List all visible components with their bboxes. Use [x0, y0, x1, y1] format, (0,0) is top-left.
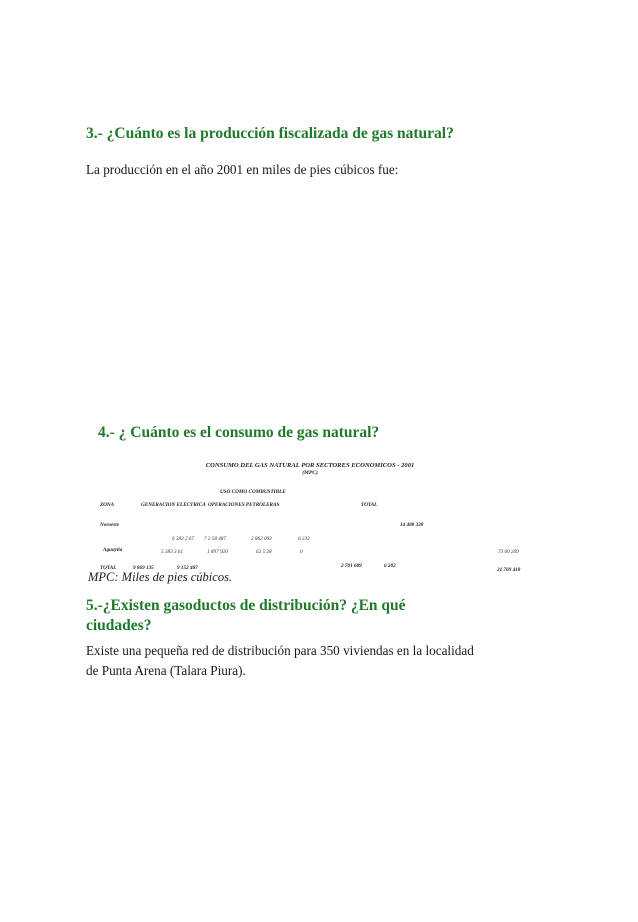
section3-text: La producción en el año 2001 en miles de pies cúbicos fue: — [86, 162, 399, 177]
cell-value: 6 232 — [298, 536, 310, 542]
cell-value: 6 383 2 67 — [172, 536, 195, 542]
header-operaciones: OPERACIONES PETROLERAS — [208, 502, 280, 508]
cell-value: 9 869 135 — [133, 565, 154, 571]
cell-value: 7 2 58 487 — [204, 536, 227, 542]
table-group-header: USO COMO COMBUSTIBLE — [220, 489, 286, 495]
row-total: 14 488 338 — [400, 522, 424, 528]
row-zona: TOTAL — [100, 565, 117, 571]
table-title: CONSUMO DEL GAS NATURAL POR SECTORES ECONOMICOS - 2001 — [205, 462, 415, 469]
cell-value: 0 — [300, 549, 303, 555]
cell-value: 6 202 — [384, 563, 396, 569]
cell-value: 9 152 407 — [177, 565, 198, 571]
row-total: 21 769 418 — [497, 567, 521, 573]
header-total: TOTAL — [361, 502, 378, 508]
row-total: 73 60 209 — [498, 549, 519, 555]
row-zona: Aguaytia — [103, 547, 123, 553]
section5-text-line1: Existe una pequeña red de distribución para 350 viviendas en la localidad — [86, 643, 474, 658]
section5-heading-line1: 5.-¿Existen gasoductos de distribución? ¿En qué — [86, 597, 406, 614]
table-subtitle: (MPC) — [302, 470, 318, 476]
header-generacion: GENERACION ELECTRICA — [141, 502, 206, 508]
table-footnote: MPC: Miles de pies cúbicos. — [88, 570, 233, 584]
section4-heading: 4.- ¿ Cuánto es el consumo de gas natural? — [98, 424, 380, 441]
row-zona: Noroeste — [100, 522, 120, 528]
cell-value: 1 897 920 — [207, 549, 228, 555]
section5-text-line2: de Punta Arena (Talara Piura). — [86, 663, 246, 678]
cell-value: 2 862 093 — [251, 536, 272, 542]
section3-heading: 3.- ¿Cuánto es la producción fiscalizada de gas natural? — [86, 125, 454, 142]
cell-value: 62 5 28 — [256, 549, 272, 555]
header-zona: ZONA — [100, 502, 115, 508]
cell-value: 5 383 3 61 — [161, 549, 184, 555]
cell-value: 2 701 609 — [341, 563, 362, 569]
section5-heading-line2: ciudades? — [86, 617, 152, 634]
